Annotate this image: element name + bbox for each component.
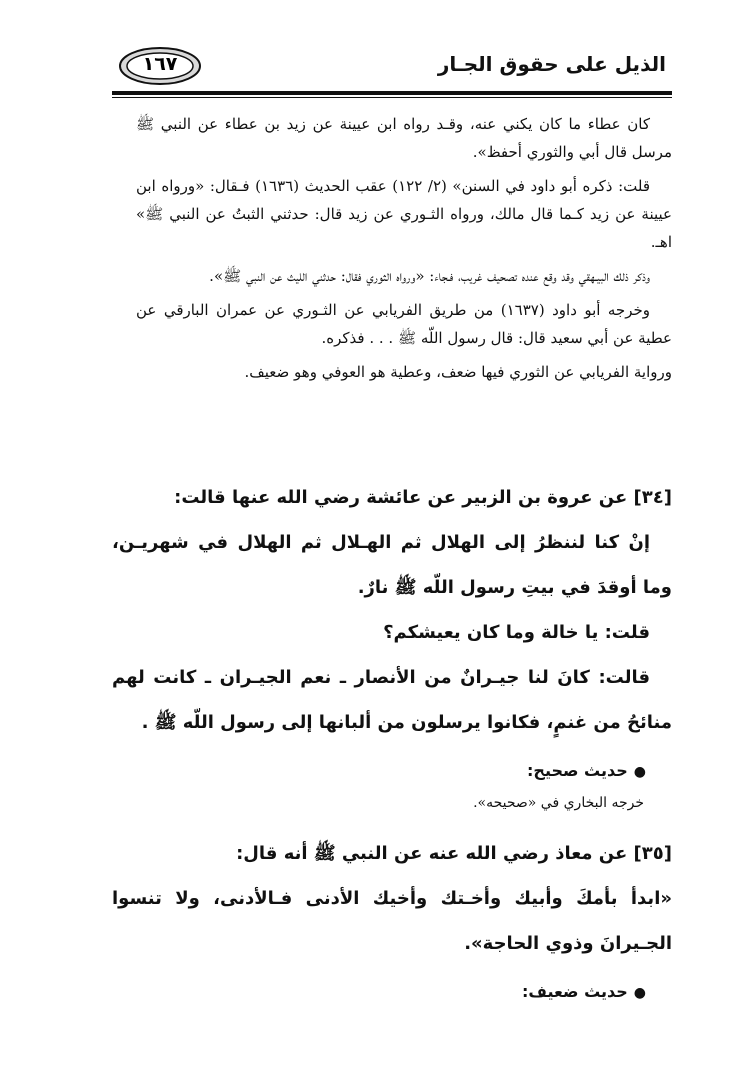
page-number: ١٦٧ [142, 53, 178, 75]
hadith-34-question: قلت: يا خالة وما كان يعيشكم؟ [383, 622, 650, 643]
hadith-34-answer: قالت: كانَ لنا جيـرانٌ من الأنصار ـ نعم الجيـران ـ كانت لهم منائحُ من غنمٍ، فكانوا يرسلون من ألبانها إلى رسول اللّه ﷺ . [112, 667, 672, 733]
hadith-35-title: [٣٥] عن معاذ رضي الله عنه عن النبي ﷺ أنه قال: [236, 843, 672, 864]
bullet-icon: ● [633, 985, 646, 1001]
grade-label: حديث صحيح: [527, 761, 628, 780]
commentary-paragraph: كان عطاء ما كان يكني عنه، وقـد رواه ابن عيينة عن زيد بن عطاء عن النبي ﷺ مرسل قال أبي والثوري أحفظ». [136, 115, 672, 161]
hadith-34-title: [٣٤] عن عروة بن الزبير عن عائشة رضي الله عنها قالت: [174, 487, 672, 508]
running-title: الذيل على حقوق الجـار [437, 52, 666, 76]
header-rule-thick [112, 91, 672, 95]
hadith-35-grade [112, 974, 646, 1011]
grade-label: حديث ضعيف: [522, 982, 628, 1001]
hadith-34 [112, 476, 672, 816]
hadith-35 [112, 832, 672, 1011]
header-rule-thin [112, 97, 672, 98]
commentary-paragraph: قلت: ذكره أبو داود في السنن» (٢/ ١٢٢) عقب الحديث (١٦٣٦) فـقال: «ورواه ابن عيينة عن زيد كـما قال مالك، ورواه الثـوري عن زيد قال: حدثني الثبتُ عن النبي ﷺ» اهـ. [136, 177, 672, 251]
page-header [112, 42, 672, 90]
hadith-34-source: خرجه البخاري في «صحيحه». [473, 795, 644, 811]
commentary-paragraph: وخرجه أبو داود (١٦٣٧) من طريق الفريابي عن الثـوري عن عمران البارقي عن عطية عن أبي سعيد قال: قال رسول اللّه ﷺ . . . فذكره. [136, 301, 672, 347]
commentary-section [136, 110, 672, 392]
commentary-paragraph: ورواية الفريابي عن الثوري فيها ضعف، وعطية هو العوفي وهو ضعيف. [244, 363, 672, 381]
bullet-icon: ● [633, 764, 646, 780]
hadith-35-text: «ابدأ بأمكَ وأبيك وأخـتك وأخيك الأدنى فـالأدنى، ولا تنسوا الجـيرانَ وذوي الحاجة». [112, 888, 672, 954]
hadith-34-grade [112, 753, 646, 790]
hadith-34-text: إنْ كنا لننظرُ إلى الهلال ثم الهـلال ثم الهلال في شهريـن، وما أوقدَ في بيتِ رسول اللّه ﷺ نارٌ. [112, 532, 672, 598]
commentary-paragraph: وذكر ذلك البيـهقي وقد وقع عنده تصحيف غريب، فـجاء: «ورواه الثوري فقال: حدثني الليث عن النبي ﷺ». [209, 267, 650, 285]
